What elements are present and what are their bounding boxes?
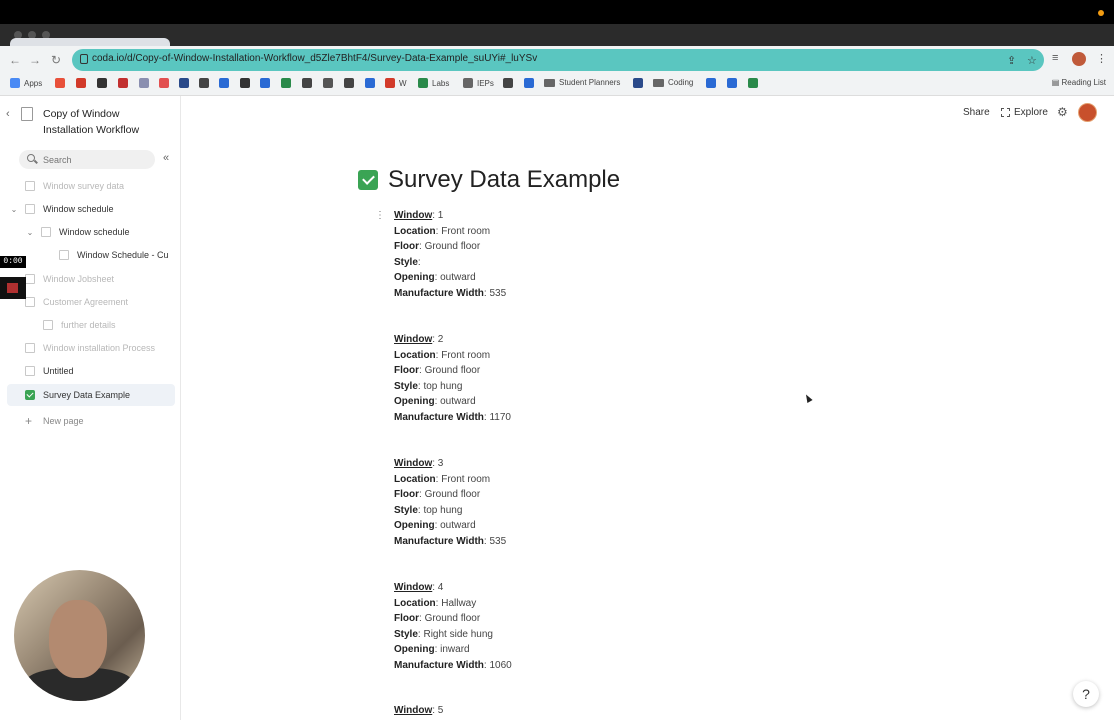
field-value: Ground floor <box>424 613 481 624</box>
field-label: Floor <box>394 613 419 624</box>
bookmark-favicon <box>240 78 250 88</box>
field-label: Style <box>394 628 418 640</box>
collapse-sidebar-icon[interactable]: « <box>163 152 170 164</box>
field-label: Opening <box>394 272 435 283</box>
bookmark-favicon <box>260 78 270 88</box>
help-button[interactable]: ? <box>1073 681 1099 707</box>
field-label: Location <box>394 225 436 237</box>
record-style-line: Style: top hung <box>394 380 463 392</box>
page-icon <box>43 320 53 330</box>
bookmark-favicon <box>219 78 229 88</box>
record-window-line: Window: 2 <box>394 334 444 345</box>
field-label: Style <box>394 380 418 392</box>
bookmark-favicon <box>385 78 395 88</box>
field-label[interactable]: Window <box>394 705 433 716</box>
search-input[interactable] <box>43 152 143 167</box>
page-icon <box>25 297 35 307</box>
record-location-line: Location: Hallway <box>394 597 477 609</box>
chevron-down-icon[interactable]: ⌄ <box>26 227 34 237</box>
back-chevron-icon[interactable]: ‹ <box>6 108 10 120</box>
bookmarks-bar <box>0 74 1114 96</box>
record-opening-line: Opening: outward <box>394 396 476 407</box>
bookmark-favicon <box>524 78 534 88</box>
checkbox-checked-icon <box>358 170 378 190</box>
field-label[interactable]: Window <box>394 582 433 593</box>
page-icon <box>25 204 35 214</box>
field-value: 5 <box>437 705 444 716</box>
bookmark-icon-21[interactable] <box>706 78 716 88</box>
bookmark-icon-5[interactable] <box>139 78 149 88</box>
bookmark-icon-20[interactable] <box>633 78 643 88</box>
page-icon <box>25 181 35 191</box>
chevron-down-icon[interactable]: ⌄ <box>10 204 18 214</box>
apps-grid-icon <box>10 78 20 88</box>
bookmark-favicon <box>179 78 189 88</box>
share-button[interactable]: Share <box>963 107 990 118</box>
field-value: 2 <box>437 334 444 345</box>
bookmark-favicon <box>503 78 513 88</box>
browser-tab[interactable] <box>10 38 170 46</box>
page-icon <box>41 227 51 237</box>
bookmark-icon-19[interactable] <box>524 78 534 88</box>
field-label: Location <box>394 597 436 609</box>
record-window-line: Window: 3 <box>394 458 444 469</box>
record-width-line: Manufacture Width: 1170 <box>394 411 511 423</box>
bookmark-icon-10[interactable] <box>240 78 250 88</box>
bookmark-favicon <box>281 78 291 88</box>
record-width-line: Manufacture Width: 535 <box>394 535 507 547</box>
bookmark-icon-23[interactable] <box>748 78 758 88</box>
bookmark-icon-7[interactable] <box>179 78 189 88</box>
page-icon <box>59 250 69 260</box>
field-value: outward <box>440 396 476 407</box>
bookmark-favicon <box>633 78 643 88</box>
sidebar-item-window-schedule-cu[interactable]: Window Schedule - Cu <box>59 245 169 265</box>
field-value: Ground floor <box>424 365 481 376</box>
browser-chrome <box>0 24 1114 96</box>
page-icon <box>25 343 35 353</box>
bookmark-favicon <box>97 78 107 88</box>
bookmark-favicon <box>463 78 473 88</box>
lock-icon <box>80 54 88 64</box>
address-bar[interactable] <box>72 49 1044 71</box>
record-style-line: Style: top hung <box>394 504 463 516</box>
forward-arrow-icon[interactable]: → <box>29 53 41 67</box>
record-style-line: Style: <box>394 256 421 268</box>
record-5 <box>394 703 443 719</box>
gear-icon[interactable]: ⚙ <box>1057 105 1068 119</box>
stop-recording-button[interactable] <box>0 277 26 299</box>
sidebar-item-further-details[interactable]: further details <box>43 315 116 335</box>
explore-button[interactable]: Explore <box>1001 107 1048 118</box>
record-floor-line: Floor: Ground floor <box>394 241 481 252</box>
bookmark-icon-12[interactable] <box>281 78 291 88</box>
sidebar-item-window-survey-data[interactable]: Window survey data <box>19 176 124 196</box>
sidebar-item-untitled[interactable]: Untitled <box>19 361 74 381</box>
bookmark-icon-3[interactable] <box>97 78 107 88</box>
field-label: Opening <box>394 520 435 531</box>
back-arrow-icon[interactable]: ← <box>9 53 21 67</box>
page-icon <box>25 366 35 376</box>
field-label: Floor <box>394 241 419 252</box>
bookmark-favicon <box>139 78 149 88</box>
avatar[interactable] <box>1078 103 1097 122</box>
field-label: Manufacture Width <box>394 411 484 423</box>
record-1 <box>394 208 506 301</box>
bookmark-w[interactable]: W <box>385 78 407 88</box>
webcam-person-face <box>49 600 107 678</box>
mouse-cursor-icon <box>803 393 812 403</box>
field-value: 1170 <box>489 411 511 423</box>
record-opening-line: Opening: outward <box>394 272 476 283</box>
browser-toolbar <box>0 46 1114 74</box>
recording-timer: 0:00 <box>0 256 26 268</box>
bookmark-favicon <box>418 78 428 88</box>
bookmark-favicon <box>365 78 375 88</box>
field-value: 3 <box>437 458 444 469</box>
field-label: Style <box>394 256 418 268</box>
field-value: Front room <box>441 473 491 485</box>
document-icon <box>21 107 33 121</box>
field-value: outward <box>440 520 476 531</box>
sidebar-item-window-schedule-sub[interactable]: ⌄ Window schedule <box>26 227 130 237</box>
record-4 <box>394 580 512 673</box>
search-icon <box>27 154 35 162</box>
bookmark-icon-22[interactable] <box>727 78 737 88</box>
reload-icon[interactable]: ↻ <box>50 53 62 67</box>
bookmark-favicon <box>706 78 716 88</box>
record-floor-line: Floor: Ground floor <box>394 489 481 500</box>
record-location-line: Location: Front room <box>394 473 491 485</box>
field-label: Floor <box>394 489 419 500</box>
bookmark-ieps[interactable]: IEPs <box>463 78 494 88</box>
field-label: Opening <box>394 644 435 655</box>
bookmark-favicon <box>344 78 354 88</box>
webcam-overlay <box>14 570 145 701</box>
field-value: 4 <box>437 582 444 593</box>
bookmark-apps[interactable]: Apps <box>10 78 42 88</box>
sidebar-item-customer-agreement[interactable]: Customer Agreement <box>19 292 128 312</box>
record-width-line: Manufacture Width: 535 <box>394 287 507 299</box>
bookmark-favicon <box>76 78 86 88</box>
field-value: Right side hung <box>423 628 493 640</box>
record-location-line: Location: Front room <box>394 349 491 361</box>
sidebar-item-window-installation-process[interactable]: Window installation Process <box>19 338 155 358</box>
record-window-line: Window: 5 <box>394 705 444 716</box>
field-label[interactable]: Window <box>394 458 433 469</box>
new-page-button[interactable]: + New page <box>25 414 84 428</box>
field-label: Floor <box>394 365 419 376</box>
bookmark-folder-coding[interactable]: Coding <box>653 78 693 87</box>
bookmark-favicon <box>199 78 209 88</box>
field-value: Hallway <box>441 597 477 609</box>
bookmark-icon-16[interactable] <box>365 78 375 88</box>
bookmark-icon-13[interactable] <box>302 78 312 88</box>
record-floor-line: Floor: Ground floor <box>394 365 481 376</box>
url-text: coda.io/d/Copy-of-Window-Installation-Workflow_d5Zle7BhtF4/Survey-Data-Example_suUYi#_luYSv <box>92 53 538 64</box>
record-floor-line: Floor: Ground floor <box>394 613 481 624</box>
record-2 <box>394 332 511 425</box>
field-value: top hung <box>423 380 463 392</box>
bookmark-icon-8[interactable] <box>199 78 209 88</box>
record-style-line: Style: Right side hung <box>394 628 493 640</box>
recording-indicator-icon <box>1098 10 1104 16</box>
folder-icon <box>653 79 664 87</box>
bookmark-favicon <box>118 78 128 88</box>
field-label: Manufacture Width <box>394 659 484 671</box>
field-value: 1 <box>437 210 444 221</box>
bookmark-icon-4[interactable] <box>118 78 128 88</box>
bookmark-icon-9[interactable] <box>219 78 229 88</box>
reading-list[interactable]: ▤ Reading List <box>1051 78 1106 87</box>
coda-app <box>0 96 1114 720</box>
block-menu-icon[interactable]: ⋮ <box>375 210 385 221</box>
tab-strip <box>0 24 1114 46</box>
profile-avatar[interactable] <box>1072 52 1086 66</box>
share-page-icon[interactable]: ⇪ <box>1007 55 1017 67</box>
record-width-line: Manufacture Width: 1060 <box>394 659 512 671</box>
page-icon <box>25 274 35 284</box>
field-label: Style <box>394 504 418 516</box>
record-opening-line: Opening: inward <box>394 644 470 655</box>
field-value: 535 <box>489 535 507 547</box>
reading-list-icon: ▤ <box>1051 78 1062 87</box>
sidebar <box>0 96 181 720</box>
bookmark-icon-1[interactable] <box>55 78 65 88</box>
checkbox-checked-icon <box>25 390 35 400</box>
record-3 <box>394 456 506 549</box>
field-value: inward <box>440 644 470 655</box>
bookmark-icon-15[interactable] <box>344 78 354 88</box>
bookmark-icon-18[interactable] <box>503 78 513 88</box>
playlist-icon[interactable]: ≡ <box>1052 52 1059 64</box>
record-location-line: Location: Front room <box>394 225 491 237</box>
plus-icon: + <box>25 414 33 428</box>
explore-grid-icon <box>1001 108 1010 117</box>
sidebar-item-window-schedule[interactable]: ⌄ Window schedule <box>10 204 114 214</box>
folder-icon <box>544 79 555 87</box>
doc-title[interactable]: Copy of Window Installation Workflow <box>43 108 140 136</box>
field-value: 1060 <box>489 659 512 671</box>
bookmark-favicon <box>748 78 758 88</box>
record-window-line: Window: 1 <box>394 210 444 221</box>
page-title[interactable]: Survey Data Example <box>388 166 621 193</box>
field-label: Location <box>394 349 436 361</box>
more-menu-icon[interactable]: ⋮ <box>1096 53 1107 65</box>
os-menu-bar <box>0 0 1114 24</box>
bookmark-icon-11[interactable] <box>260 78 270 88</box>
field-value: top hung <box>423 504 463 516</box>
field-label[interactable]: Window <box>394 334 433 345</box>
field-value: outward <box>440 272 476 283</box>
bookmark-favicon <box>55 78 65 88</box>
sidebar-search[interactable] <box>19 150 155 169</box>
field-label: Manufacture Width <box>394 287 484 299</box>
bookmark-favicon <box>159 78 169 88</box>
field-value: Front room <box>441 349 491 361</box>
bookmark-favicon <box>302 78 312 88</box>
sidebar-item-window-jobsheet[interactable]: Window Jobsheet <box>19 269 114 289</box>
bookmark-icon-14[interactable] <box>323 78 333 88</box>
field-label: Manufacture Width <box>394 535 484 547</box>
field-value: Ground floor <box>424 241 481 252</box>
record-opening-line: Opening: outward <box>394 520 476 531</box>
bookmark-favicon <box>727 78 737 88</box>
field-value: Ground floor <box>424 489 481 500</box>
field-value: 535 <box>489 287 507 299</box>
bookmark-icon-2[interactable] <box>76 78 86 88</box>
bookmark-icon-6[interactable] <box>159 78 169 88</box>
field-label: Opening <box>394 396 435 407</box>
record-window-line: Window: 4 <box>394 582 444 593</box>
page-title-row <box>358 166 620 194</box>
field-value: Front room <box>441 225 491 237</box>
bookmark-star-icon[interactable]: ☆ <box>1027 55 1037 67</box>
bookmark-favicon <box>323 78 333 88</box>
sidebar-item-survey-data-example[interactable]: Survey Data Example <box>7 384 175 406</box>
bookmark-folder-student-planners[interactable]: Student Planners <box>544 78 620 87</box>
field-label[interactable]: Window <box>394 210 433 221</box>
bookmark-labs[interactable]: Labs <box>418 78 449 88</box>
field-label: Location <box>394 473 436 485</box>
